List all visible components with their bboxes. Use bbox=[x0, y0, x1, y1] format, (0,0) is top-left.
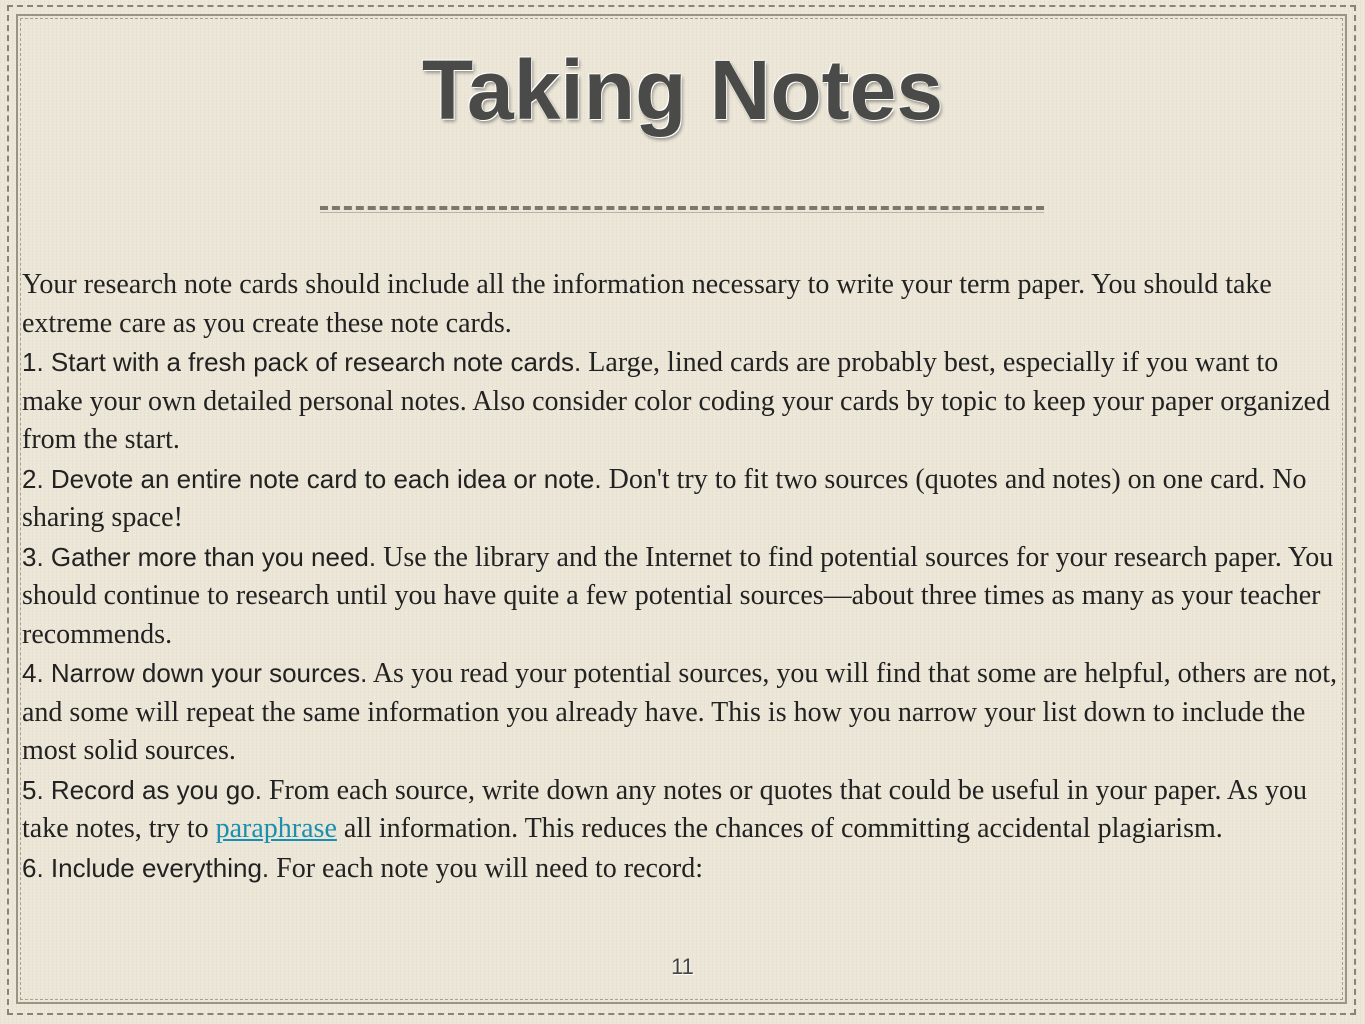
page-number: 11 bbox=[671, 954, 694, 979]
list-item bbox=[22, 654, 1342, 771]
list-item bbox=[22, 849, 1342, 889]
list-item bbox=[22, 343, 1342, 460]
item-text-before-link: From each source, write down any notes or quotes that could be useful in your paper. As you take notes, try to bbox=[22, 774, 1308, 844]
slide-title: Taking Notes bbox=[421, 43, 944, 137]
title-divider bbox=[320, 206, 1044, 210]
item-text: Use the library and the Internet to find potential sources for your research paper. You should continue to research until you have quite a few potential sources—about three times as many as your teacher recommends. bbox=[22, 541, 1334, 650]
title-divider-shadow bbox=[320, 212, 1044, 213]
item-lead: 6. Include everything. bbox=[22, 852, 270, 883]
slide-body bbox=[22, 266, 1342, 888]
item-text: As you read your potential sources, you will find that some are helpful, others are not, and some will repeat the same information you already have. This is how you narrow your list down to include the most solid sources. bbox=[22, 658, 1338, 766]
item-lead: 2. Devote an entire note card to each idea or note. bbox=[22, 463, 602, 494]
item-text: Don't try to fit two sources (quotes and notes) on one card. No sharing space! bbox=[22, 463, 1307, 533]
intro-paragraph: Your research note cards should include all the information necessary to write your term paper. You should take extreme care as you create these note cards. bbox=[22, 269, 1272, 339]
item-text-after-link: all information. This reduces the chances of committing accidental plagiarism. bbox=[336, 813, 1223, 844]
list-item bbox=[22, 460, 1342, 538]
item-lead: 5. Record as you go. bbox=[22, 774, 262, 805]
list-item bbox=[22, 771, 1342, 849]
item-text: For each note you will need to record: bbox=[269, 852, 704, 884]
item-lead: 3. Gather more than you need. bbox=[22, 541, 377, 572]
item-text: Large, lined cards are probably best, especially if you want to make your own detailed personal notes. Also consider color coding your cards by topic to keep your paper organized from the start. bbox=[22, 347, 1331, 455]
paraphrase-link[interactable]: paraphrase bbox=[215, 813, 337, 844]
list-item bbox=[22, 538, 1342, 655]
item-lead: 4. Narrow down your sources. bbox=[22, 658, 368, 688]
item-lead: 1. Start with a fresh pack of research note cards. bbox=[22, 347, 582, 377]
